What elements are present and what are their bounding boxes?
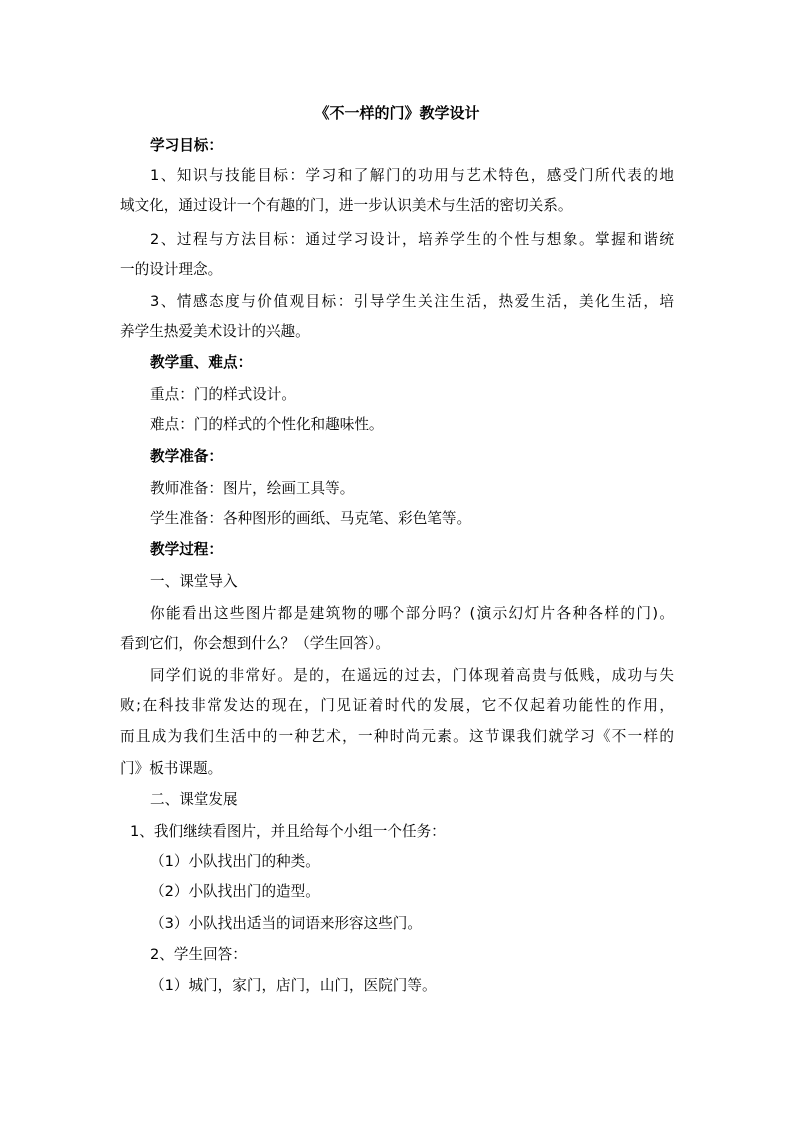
document-title: 《不一样的门》教学设计: [314, 104, 480, 122]
objective-3-line-1: 3、情感态度与价值观目标：引导学生关注生活，热爱生活，美化生活，培: [150, 293, 674, 310]
section-2-heading: 二、课堂发展: [150, 791, 238, 808]
objective-2-line-1: 2、过程与方法目标：通过学习设计，培养学生的个性与想象。掌握和谐统: [150, 231, 674, 248]
task-item-3: （3）小队找出适当的词语来形容这些门。: [150, 915, 422, 932]
student-preparation: 学生准备：各种图形的画纸、马克笔、彩色笔等。: [150, 510, 472, 527]
intro-para-2-line-4: 门》板书课题。: [120, 760, 223, 777]
answer-intro: 2、学生回答：: [150, 946, 247, 963]
intro-para-1-line-2: 看到它们，你会想到什么？（学生回答）。: [120, 635, 390, 652]
intro-para-2-line-3: 而且成为我们生活中的一种艺术，一种时尚元素。这节课我们就学习《不一样的: [120, 728, 674, 745]
intro-para-1-line-1: 你能看出这些图片都是建筑物的哪个部分吗？(演示幻灯片各种各样的门)。: [150, 605, 674, 622]
task-item-1: （1）小队找出门的种类。: [150, 853, 320, 870]
answer-item-1: （1）城门，家门，店门，山门，医院门等。: [150, 977, 437, 994]
objectives-heading: 学习目标：: [150, 137, 223, 154]
key-point: 重点：门的样式设计。: [150, 386, 296, 403]
key-points-heading: 教学重、难点：: [150, 354, 253, 371]
task-intro: 1、我们继续看图片，并且给每个小组一个任务：: [130, 823, 446, 840]
teacher-preparation: 教师准备：图片，绘画工具等。: [150, 480, 355, 497]
objective-2-line-2: 一的设计理念。: [120, 261, 223, 278]
objective-1-line-1: 1、知识与技能目标：学习和了解门的功用与艺术特色，感受门所代表的地: [150, 167, 674, 184]
task-item-2: （2）小队找出门的造型。: [150, 883, 320, 900]
intro-para-2-line-2: 败;在科技非常发达的现在，门见证着时代的发展，它不仅起着功能性的作用，: [120, 697, 674, 714]
intro-para-2-line-1: 同学们说的非常好。是的，在遥远的过去，门体现着高贵与低贱，成功与失: [150, 667, 674, 684]
process-heading: 教学过程：: [150, 541, 223, 558]
objective-3-line-2: 养学生热爱美术设计的兴趣。: [120, 323, 310, 340]
difficult-point: 难点：门的样式的个性化和趣味性。: [150, 416, 384, 433]
preparation-heading: 教学准备：: [150, 448, 223, 465]
objective-1-line-2: 域文化，通过设计一个有趣的门，进一步认识美术与生活的密切关系。: [120, 197, 573, 214]
section-1-heading: 一、课堂导入: [150, 573, 238, 590]
